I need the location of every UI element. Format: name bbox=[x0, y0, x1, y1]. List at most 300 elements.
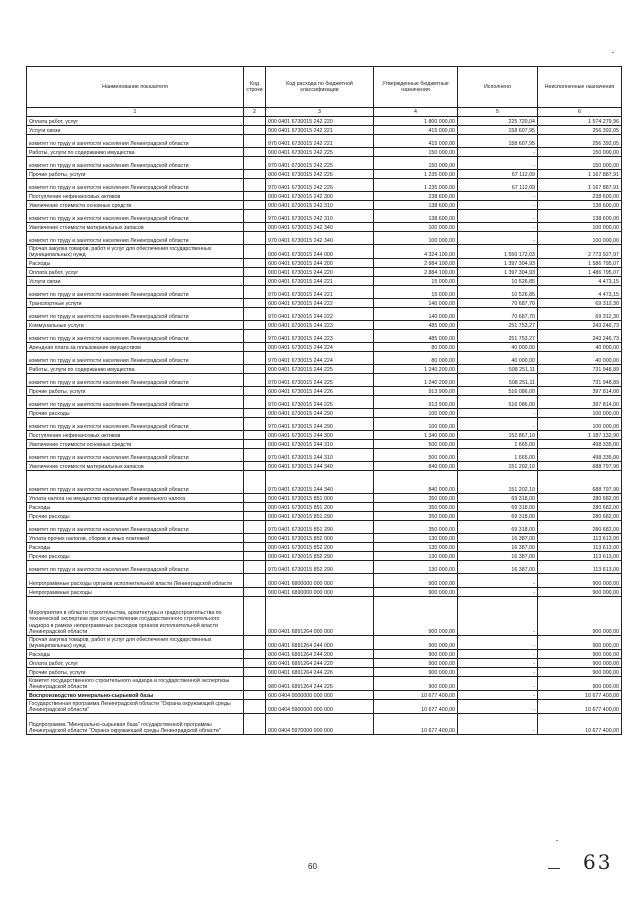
row-unexecuted: 10 677 400,00 bbox=[538, 691, 622, 700]
row-executed: 67 112,09 bbox=[458, 179, 538, 192]
row-approved: 913 900,00 bbox=[374, 387, 458, 396]
row-name: комитет по труду и занятости населения Ленинградской области bbox=[27, 396, 244, 409]
row-budget-code: 000 0401 6800000 000 000 bbox=[266, 574, 374, 588]
row-name: комитет по труду и занятости населения Ленинградской области bbox=[27, 330, 244, 343]
row-executed: - bbox=[458, 597, 538, 636]
row-budget-code: 000 0401 6730015 244 340 bbox=[266, 462, 374, 471]
row-executed: 508 251,11 bbox=[458, 365, 538, 374]
row-line-code bbox=[244, 561, 266, 574]
row-line-code bbox=[244, 277, 266, 286]
table-body bbox=[27, 117, 622, 735]
table-row bbox=[27, 409, 622, 418]
row-approved: 150 000,00 bbox=[374, 157, 458, 170]
row-executed: - bbox=[458, 232, 538, 245]
header-unexecuted: Неисполненные назначения bbox=[538, 67, 622, 108]
row-approved: 1 340 000,00 bbox=[374, 431, 458, 440]
row-unexecuted: 10 677 400,00 bbox=[538, 700, 622, 714]
row-line-code bbox=[244, 330, 266, 343]
row-name: комитет по труду и занятости населения Ленинградской области bbox=[27, 232, 244, 245]
row-budget-code: 970 0401 6730015 851 290 bbox=[266, 521, 374, 534]
row-unexecuted: 256 392,05 bbox=[538, 135, 622, 148]
row-unexecuted: 113 613,00 bbox=[538, 552, 622, 561]
row-line-code bbox=[244, 431, 266, 440]
row-budget-code: 000 0401 6730015 244 220 bbox=[266, 268, 374, 277]
row-line-code bbox=[244, 700, 266, 714]
table-row bbox=[27, 352, 622, 365]
header-budget-code: Код расхода по бюджетной классификации bbox=[266, 67, 374, 108]
handwritten-page-number: 63 bbox=[583, 850, 613, 874]
row-executed: - bbox=[458, 418, 538, 431]
row-budget-code: 000 0401 6730015 244 200 bbox=[266, 259, 374, 268]
row-budget-code: 000 0401 6730015 244 000 bbox=[266, 245, 374, 259]
row-executed: - bbox=[458, 157, 538, 170]
row-approved: 2 884 100,00 bbox=[374, 268, 458, 277]
row-approved: 900 000,00 bbox=[374, 668, 458, 677]
row-executed: 158 607,95 bbox=[458, 126, 538, 135]
row-approved: 80 000,00 bbox=[374, 343, 458, 352]
row-approved: 900 000,00 bbox=[374, 636, 458, 650]
page-number: 60 bbox=[308, 862, 317, 871]
row-budget-code: 000 0404 5900000 000 000 bbox=[266, 700, 374, 714]
row-unexecuted: 4 473,15 bbox=[538, 277, 622, 286]
row-unexecuted: 113 613,00 bbox=[538, 561, 622, 574]
row-executed: 10 526,85 bbox=[458, 277, 538, 286]
table-row bbox=[27, 245, 622, 259]
row-unexecuted: 100 000,00 bbox=[538, 418, 622, 431]
row-approved: 1 235 000,00 bbox=[374, 179, 458, 192]
table-row bbox=[27, 268, 622, 277]
row-unexecuted: 900 000,00 bbox=[538, 597, 622, 636]
row-name: Арендная плата за пользование имуществом bbox=[27, 343, 244, 352]
row-executed: 508 251,11 bbox=[458, 374, 538, 387]
row-budget-code: 970 0401 6730015 242 226 bbox=[266, 179, 374, 192]
row-line-code bbox=[244, 157, 266, 170]
row-budget-code: 000 0401 6730015 852 290 bbox=[266, 552, 374, 561]
row-name: Подпрограмма "Минерально-сырьевая база" государственной программы Ленинградской области "Охрана окружающей среды Ленинградской области" bbox=[27, 714, 244, 735]
table-row bbox=[27, 597, 622, 636]
row-unexecuted: 1 167 887,91 bbox=[538, 179, 622, 192]
row-line-code bbox=[244, 659, 266, 668]
row-name: Увеличение стоимости основных средств bbox=[27, 201, 244, 210]
row-executed: 16 387,00 bbox=[458, 534, 538, 543]
row-budget-code: 970 0401 6730015 242 225 bbox=[266, 157, 374, 170]
row-budget-code: 000 0401 6730015 244 300 bbox=[266, 431, 374, 440]
row-unexecuted: 138 600,00 bbox=[538, 201, 622, 210]
table-row bbox=[27, 396, 622, 409]
row-line-code bbox=[244, 418, 266, 431]
table-row bbox=[27, 192, 622, 201]
row-approved: 138 600,00 bbox=[374, 201, 458, 210]
row-approved: 500 000,00 bbox=[374, 440, 458, 449]
row-executed: 152 867,10 bbox=[458, 431, 538, 440]
header-line-code: Код строки bbox=[244, 67, 266, 108]
row-line-code bbox=[244, 512, 266, 521]
row-budget-code: 970 0401 6730015 242 310 bbox=[266, 210, 374, 223]
row-budget-code: 000 0401 6730015 244 225 bbox=[266, 365, 374, 374]
row-approved: 415 000,00 bbox=[374, 126, 458, 135]
row-executed: 1 665,00 bbox=[458, 440, 538, 449]
row-name: Мероприятия в области строительства, архитектуры и градостроительства по технической экспертизе при осуществлении государственного строительного надзора в рамках непрограммных расходов органов исполнительной власти Ленинградской области bbox=[27, 597, 244, 636]
table-row bbox=[27, 462, 622, 471]
row-line-code bbox=[244, 268, 266, 277]
row-unexecuted: 1 187 132,90 bbox=[538, 431, 622, 440]
row-approved: 100 000,00 bbox=[374, 223, 458, 232]
row-budget-code: 970 0401 6730015 244 224 bbox=[266, 352, 374, 365]
row-name: Прочие расходы bbox=[27, 409, 244, 418]
row-unexecuted: 40 000,00 bbox=[538, 343, 622, 352]
row-budget-code: 000 0401 6730015 244 222 bbox=[266, 299, 374, 308]
row-unexecuted: 150 000,00 bbox=[538, 148, 622, 157]
row-unexecuted: 900 000,00 bbox=[538, 650, 622, 659]
table-row bbox=[27, 201, 622, 210]
row-budget-code: 000 0401 6730015 851 000 bbox=[266, 494, 374, 503]
table-row bbox=[27, 691, 622, 700]
row-unexecuted: 731 948,89 bbox=[538, 365, 622, 374]
row-budget-code: 000 0401 6730015 242 310 bbox=[266, 201, 374, 210]
table-row bbox=[27, 512, 622, 521]
row-executed: 69 318,00 bbox=[458, 494, 538, 503]
table-row bbox=[27, 299, 622, 308]
column-number: 2 bbox=[244, 108, 266, 117]
table-row bbox=[27, 179, 622, 192]
row-name: Работы, услуги по содержанию имущества bbox=[27, 365, 244, 374]
table-row bbox=[27, 277, 622, 286]
row-executed: - bbox=[458, 714, 538, 735]
row-line-code bbox=[244, 691, 266, 700]
row-approved: 1 235 000,00 bbox=[374, 170, 458, 179]
row-line-code bbox=[244, 286, 266, 299]
row-name: Расходы bbox=[27, 650, 244, 659]
row-budget-code: 980 0401 6891264 244 226 bbox=[266, 677, 374, 691]
row-name: Государственная программа Ленинградской области "Охрана окружающей среды Ленинградской области" bbox=[27, 700, 244, 714]
row-executed: 10 526,85 bbox=[458, 286, 538, 299]
row-approved: 900 000,00 bbox=[374, 659, 458, 668]
row-unexecuted: 100 000,00 bbox=[538, 409, 622, 418]
table-row bbox=[27, 374, 622, 387]
row-name: Уплата налога на имущество организаций и земельного налога bbox=[27, 494, 244, 503]
row-approved: 140 000,00 bbox=[374, 299, 458, 308]
row-executed: - bbox=[458, 636, 538, 650]
row-name: Прочие работы, услуги bbox=[27, 170, 244, 179]
row-approved: 350 000,00 bbox=[374, 512, 458, 521]
row-executed: 1 397 304,93 bbox=[458, 268, 538, 277]
table-row bbox=[27, 117, 622, 126]
row-approved: 150 000,00 bbox=[374, 148, 458, 157]
table-row bbox=[27, 321, 622, 330]
table-row bbox=[27, 650, 622, 659]
row-name: Расходы bbox=[27, 259, 244, 268]
row-name: комитет по труду и занятости населения Ленинградской области bbox=[27, 352, 244, 365]
table-row bbox=[27, 365, 622, 374]
row-approved: 140 000,00 bbox=[374, 308, 458, 321]
row-executed: - bbox=[458, 659, 538, 668]
row-name: Прочие расходы bbox=[27, 552, 244, 561]
row-line-code bbox=[244, 636, 266, 650]
row-executed: 40 000,00 bbox=[458, 352, 538, 365]
table-row bbox=[27, 659, 622, 668]
row-line-code bbox=[244, 232, 266, 245]
table-row bbox=[27, 308, 622, 321]
row-budget-code: 000 0401 6891264 244 200 bbox=[266, 650, 374, 659]
row-line-code bbox=[244, 387, 266, 396]
row-unexecuted: 238 600,00 bbox=[538, 192, 622, 201]
row-name: комитет по труду и занятости населения Ленинградской области bbox=[27, 449, 244, 462]
row-budget-code: 000 0401 6730015 244 221 bbox=[266, 277, 374, 286]
table-row bbox=[27, 636, 622, 650]
row-line-code bbox=[244, 148, 266, 157]
row-line-code bbox=[244, 503, 266, 512]
row-executed: 67 112,09 bbox=[458, 170, 538, 179]
row-budget-code: 000 0401 6730015 242 226 bbox=[266, 170, 374, 179]
row-unexecuted: 280 682,00 bbox=[538, 494, 622, 503]
row-approved: 1 800 000,00 bbox=[374, 117, 458, 126]
row-unexecuted: 498 335,00 bbox=[538, 449, 622, 462]
row-budget-code: 000 0401 6891264 244 000 bbox=[266, 636, 374, 650]
row-approved: 100 000,00 bbox=[374, 232, 458, 245]
row-unexecuted: 4 473,15 bbox=[538, 286, 622, 299]
row-unexecuted: 40 000,00 bbox=[538, 352, 622, 365]
row-name: комитет по труду и занятости населения Ленинградской области bbox=[27, 210, 244, 223]
row-unexecuted: 900 000,00 bbox=[538, 677, 622, 691]
header-approved: Утвержденные бюджетные назначения bbox=[374, 67, 458, 108]
row-budget-code: 000 0401 6730015 244 290 bbox=[266, 409, 374, 418]
row-line-code bbox=[244, 494, 266, 503]
table-row bbox=[27, 543, 622, 552]
row-approved: 100 000,00 bbox=[374, 418, 458, 431]
row-budget-code: 970 0401 6730015 244 221 bbox=[266, 286, 374, 299]
row-unexecuted: 69 312,30 bbox=[538, 299, 622, 308]
row-approved: 500 000,00 bbox=[374, 449, 458, 462]
budget-execution-table bbox=[26, 66, 622, 735]
row-budget-code: 970 0401 6730015 852 290 bbox=[266, 561, 374, 574]
row-budget-code: 000 0401 6730015 851 200 bbox=[266, 503, 374, 512]
row-approved: 900 000,00 bbox=[374, 574, 458, 588]
row-name: комитет по труду и занятости населения Ленинградской области bbox=[27, 471, 244, 494]
row-approved: 1 240 200,00 bbox=[374, 374, 458, 387]
row-executed: 16 387,00 bbox=[458, 561, 538, 574]
table-row bbox=[27, 449, 622, 462]
table-row bbox=[27, 259, 622, 268]
handwritten-dash bbox=[548, 868, 560, 869]
row-executed: - bbox=[458, 148, 538, 157]
row-unexecuted: 243 246,73 bbox=[538, 330, 622, 343]
row-unexecuted: 69 312,30 bbox=[538, 308, 622, 321]
row-line-code bbox=[244, 597, 266, 636]
row-budget-code: 970 0401 6730015 244 222 bbox=[266, 308, 374, 321]
table-row bbox=[27, 714, 622, 735]
row-executed: - bbox=[458, 668, 538, 677]
row-executed: 70 687,70 bbox=[458, 308, 538, 321]
row-executed: 70 687,70 bbox=[458, 299, 538, 308]
row-name: комитет по труду и занятости населения Ленинградской области bbox=[27, 286, 244, 299]
row-name: Комитет государственного строительного надзора и государственной экспертизы Ленинградской области bbox=[27, 677, 244, 691]
row-budget-code: 000 0401 6730015 242 225 bbox=[266, 148, 374, 157]
table-row bbox=[27, 330, 622, 343]
row-line-code bbox=[244, 245, 266, 259]
row-executed: - bbox=[458, 201, 538, 210]
row-executed: - bbox=[458, 574, 538, 588]
row-budget-code: 970 0401 6730015 242 221 bbox=[266, 135, 374, 148]
table-row bbox=[27, 668, 622, 677]
table-row bbox=[27, 494, 622, 503]
row-line-code bbox=[244, 192, 266, 201]
row-name: Воспроизводство минерально-сырьевой базы bbox=[27, 691, 244, 700]
row-name: Увеличение стоимости основных средств bbox=[27, 440, 244, 449]
row-approved: 80 000,00 bbox=[374, 352, 458, 365]
row-name: комитет по труду и занятости населения Ленинградской области bbox=[27, 308, 244, 321]
row-executed: - bbox=[458, 691, 538, 700]
column-number: 5 bbox=[458, 108, 538, 117]
row-budget-code: 000 0401 6891264 244 220 bbox=[266, 659, 374, 668]
row-line-code bbox=[244, 210, 266, 223]
table-row bbox=[27, 471, 622, 494]
row-approved: 10 677 400,00 bbox=[374, 700, 458, 714]
row-name: комитет по труду и занятости населения Ленинградской области bbox=[27, 561, 244, 574]
row-line-code bbox=[244, 170, 266, 179]
row-name: Транспортные услуги bbox=[27, 299, 244, 308]
row-line-code bbox=[244, 365, 266, 374]
row-executed: 16 387,00 bbox=[458, 552, 538, 561]
row-line-code bbox=[244, 449, 266, 462]
row-name: Оплата работ, услуг bbox=[27, 268, 244, 277]
row-line-code bbox=[244, 396, 266, 409]
table-row bbox=[27, 170, 622, 179]
row-unexecuted: 150 000,00 bbox=[538, 157, 622, 170]
row-name: Прочие работы, услуги bbox=[27, 387, 244, 396]
row-line-code bbox=[244, 343, 266, 352]
row-line-code bbox=[244, 117, 266, 126]
row-line-code bbox=[244, 677, 266, 691]
row-line-code bbox=[244, 588, 266, 597]
row-unexecuted: 113 613,00 bbox=[538, 543, 622, 552]
row-executed: 151 202,10 bbox=[458, 462, 538, 471]
row-approved: 485 000,00 bbox=[374, 330, 458, 343]
table-row bbox=[27, 223, 622, 232]
column-number: 4 bbox=[374, 108, 458, 117]
table-row bbox=[27, 574, 622, 588]
row-unexecuted: 2 773 927,97 bbox=[538, 245, 622, 259]
row-name: Расходы bbox=[27, 503, 244, 512]
table-row bbox=[27, 418, 622, 431]
row-unexecuted: 280 682,00 bbox=[538, 503, 622, 512]
row-line-code bbox=[244, 440, 266, 449]
header-indicator-name: Наименование показателя bbox=[27, 67, 244, 108]
row-name: комитет по труду и занятости населения Ленинградской области bbox=[27, 135, 244, 148]
row-approved: 130 000,00 bbox=[374, 534, 458, 543]
row-approved: 130 000,00 bbox=[374, 552, 458, 561]
row-unexecuted: 243 246,73 bbox=[538, 321, 622, 330]
row-line-code bbox=[244, 714, 266, 735]
table-row bbox=[27, 561, 622, 574]
row-unexecuted: 1 574 279,96 bbox=[538, 117, 622, 126]
row-executed: 225 720,04 bbox=[458, 117, 538, 126]
row-budget-code: 970 0401 6730015 244 226 bbox=[266, 396, 374, 409]
row-executed: - bbox=[458, 700, 538, 714]
row-line-code bbox=[244, 374, 266, 387]
row-approved: 138 600,00 bbox=[374, 210, 458, 223]
table-row bbox=[27, 534, 622, 543]
row-approved: 15 000,00 bbox=[374, 286, 458, 299]
row-budget-code: 000 0401 6891264 000 000 bbox=[266, 597, 374, 636]
row-line-code bbox=[244, 308, 266, 321]
table-row bbox=[27, 503, 622, 512]
column-number: 6 bbox=[538, 108, 622, 117]
row-executed: 1 397 304,93 bbox=[458, 259, 538, 268]
row-name: Услуги связи bbox=[27, 277, 244, 286]
row-unexecuted: 900 000,00 bbox=[538, 659, 622, 668]
table-row bbox=[27, 431, 622, 440]
row-line-code bbox=[244, 223, 266, 232]
header-executed: Исполнено bbox=[458, 67, 538, 108]
table-row bbox=[27, 148, 622, 157]
row-executed: 1 550 172,03 bbox=[458, 245, 538, 259]
row-line-code bbox=[244, 462, 266, 471]
row-executed: - bbox=[458, 650, 538, 659]
row-name: Увеличение стоимости материальных запасов bbox=[27, 462, 244, 471]
row-name: комитет по труду и занятости населения Ленинградской области bbox=[27, 374, 244, 387]
row-name: Услуги связи bbox=[27, 126, 244, 135]
row-name: Прочие работы, услуги bbox=[27, 668, 244, 677]
row-name: Прочие расходы bbox=[27, 512, 244, 521]
scan-speck bbox=[612, 52, 614, 53]
row-approved: 10 677 400,00 bbox=[374, 714, 458, 735]
row-name: Оплата работ, услуг bbox=[27, 117, 244, 126]
row-approved: 913 900,00 bbox=[374, 396, 458, 409]
scan-speck bbox=[556, 840, 558, 841]
row-approved: 900 000,00 bbox=[374, 677, 458, 691]
row-approved: 350 000,00 bbox=[374, 521, 458, 534]
row-approved: 100 000,00 bbox=[374, 409, 458, 418]
row-executed: 69 318,00 bbox=[458, 503, 538, 512]
row-budget-code: 000 0404 0000000 000 000 bbox=[266, 691, 374, 700]
row-budget-code: 000 0401 6890000 000 000 bbox=[266, 588, 374, 597]
row-approved: 130 000,00 bbox=[374, 561, 458, 574]
row-approved: 900 000,00 bbox=[374, 597, 458, 636]
row-executed: 151 202,10 bbox=[458, 471, 538, 494]
row-name: Расходы bbox=[27, 543, 244, 552]
table-row bbox=[27, 210, 622, 223]
row-approved: 2 984 100,00 bbox=[374, 259, 458, 268]
row-name: Работы, услуги по содержанию имущества bbox=[27, 148, 244, 157]
row-unexecuted: 1 167 887,91 bbox=[538, 170, 622, 179]
row-unexecuted: 498 335,00 bbox=[538, 440, 622, 449]
row-approved: 485 000,00 bbox=[374, 321, 458, 330]
row-line-code bbox=[244, 650, 266, 659]
row-line-code bbox=[244, 135, 266, 148]
row-executed: 1 665,00 bbox=[458, 449, 538, 462]
row-budget-code: 970 0401 6730015 244 223 bbox=[266, 330, 374, 343]
row-budget-code: 000 0401 6730015 242 221 bbox=[266, 126, 374, 135]
row-budget-code: 000 0401 6730015 242 340 bbox=[266, 223, 374, 232]
row-line-code bbox=[244, 201, 266, 210]
row-line-code bbox=[244, 259, 266, 268]
table-row bbox=[27, 440, 622, 449]
row-unexecuted: 1 486 795,07 bbox=[538, 268, 622, 277]
row-name: Уплата прочих налогов, сборов и иных платежей bbox=[27, 534, 244, 543]
row-unexecuted: 100 000,00 bbox=[538, 223, 622, 232]
row-budget-code: 000 0401 6730015 244 226 bbox=[266, 387, 374, 396]
row-line-code bbox=[244, 534, 266, 543]
row-approved: 900 000,00 bbox=[374, 650, 458, 659]
row-budget-code: 000 0401 6730015 244 223 bbox=[266, 321, 374, 330]
row-line-code bbox=[244, 668, 266, 677]
row-unexecuted: 138 600,00 bbox=[538, 210, 622, 223]
row-line-code bbox=[244, 321, 266, 330]
row-executed: 69 318,00 bbox=[458, 521, 538, 534]
row-executed: 516 086,00 bbox=[458, 396, 538, 409]
row-line-code bbox=[244, 574, 266, 588]
row-unexecuted: 256 392,05 bbox=[538, 126, 622, 135]
